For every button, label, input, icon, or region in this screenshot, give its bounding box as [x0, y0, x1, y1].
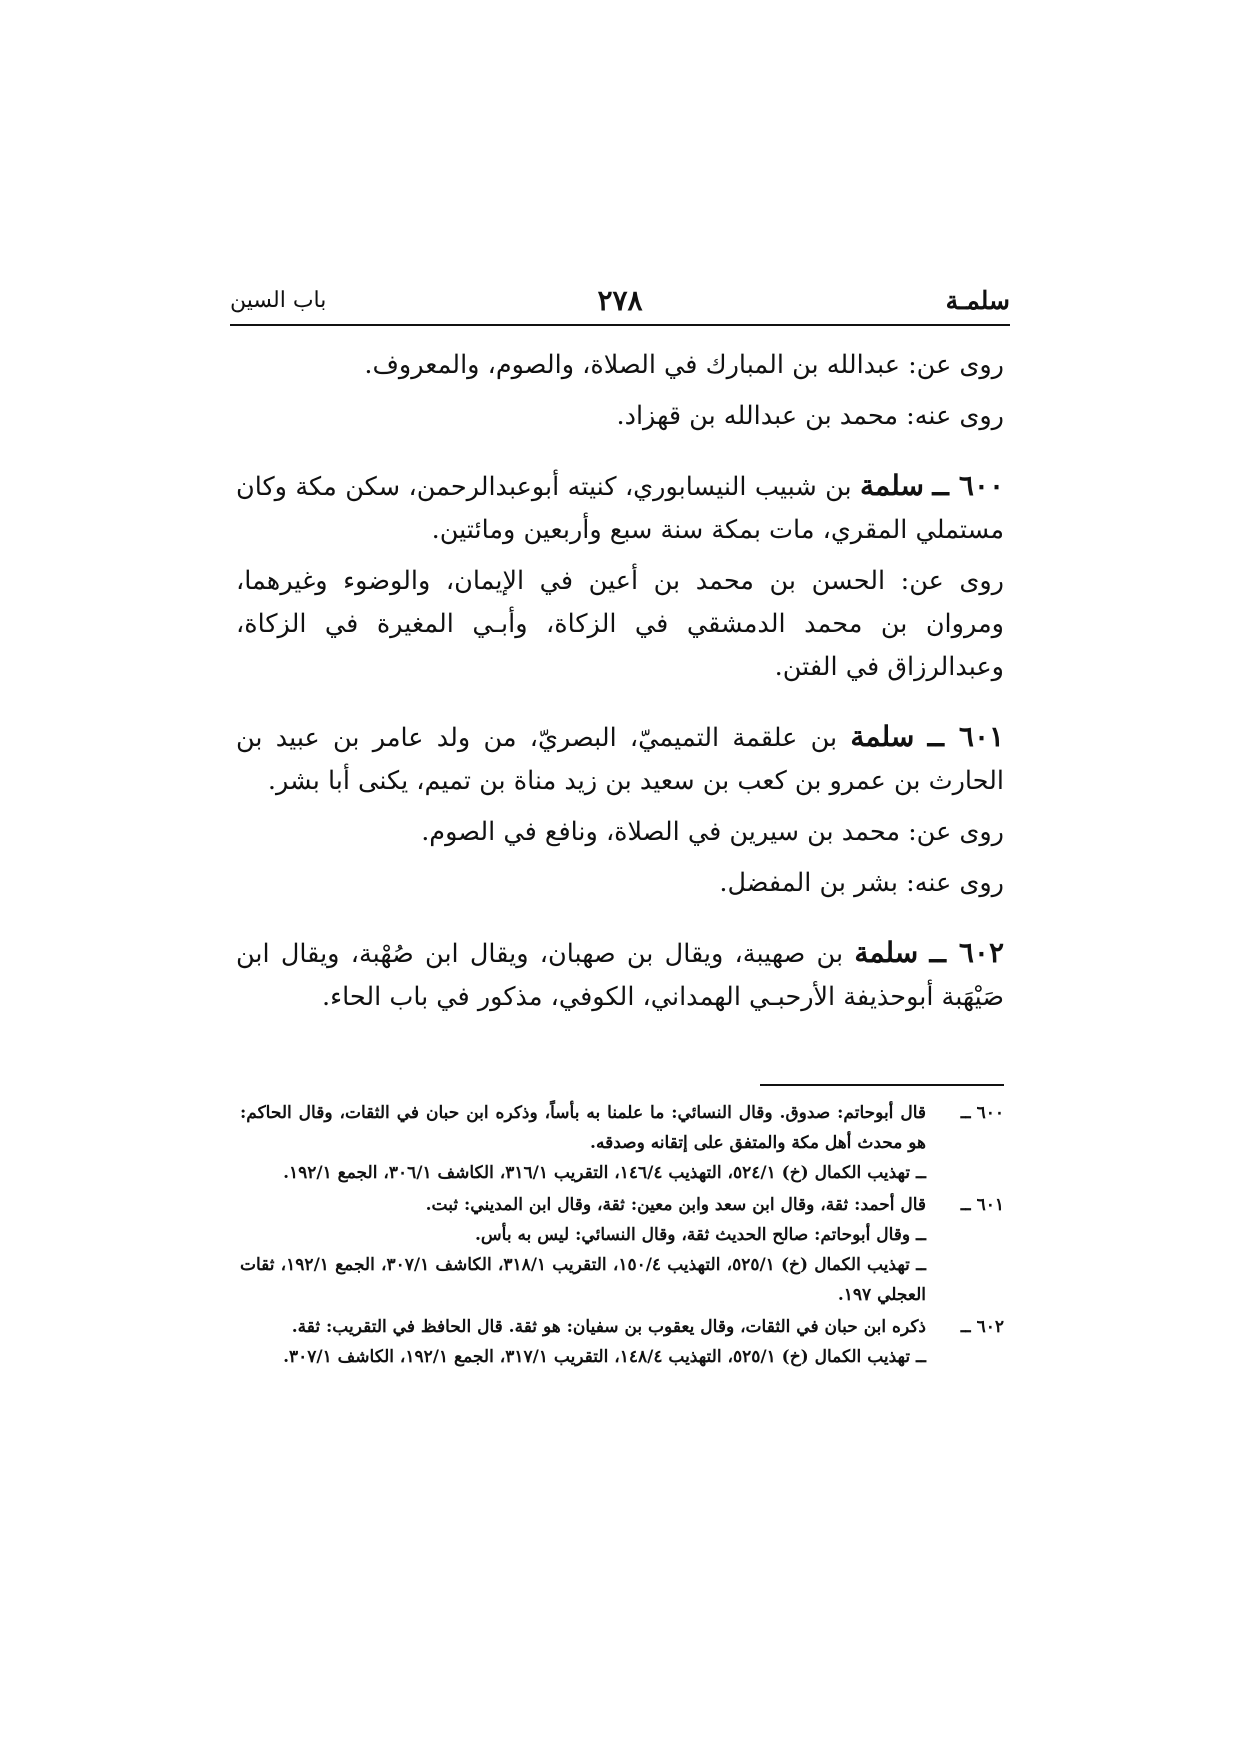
footnote-600	[240, 1098, 1004, 1188]
footnote-rule	[760, 1084, 1004, 1086]
footnote-text: ذكره ابن حبان في الثقات، وقال يعقوب بن سفيان: هو ثقة. قال الحافظ في التقريب: ثقة.	[291, 1317, 926, 1337]
entry-bio: بن علقمة التميميّ، البصريّ، من ولد عامر بن عبيد بن الحارث بن عمرو بن كعب بن سعيد بن زيد مناة بن تميم، يكنى أبا بشر.	[236, 723, 1004, 796]
footnote-sources: ــ تهذيب الكمال (خ) ٥٢٥/١، التهذيب ١٤٨/٤، التقريب ٣١٧/١، الجمع ١٩٢/١، الكاشف ٣٠٧/١.	[283, 1347, 926, 1367]
footnote-sources: ــ تهذيب الكمال (خ) ٥٢٤/١، التهذيب ١٤٦/٤، التقريب ٣١٦/١، الكاشف ٣٠٦/١، الجمع ١٩٢/١.	[283, 1163, 926, 1183]
entry-602	[236, 931, 1004, 1019]
footnote-label: ٦٠١ ــ	[960, 1195, 1004, 1215]
entry-number: ٦٠٢ ــ	[929, 936, 1004, 969]
footnote-602	[240, 1312, 1004, 1372]
narrated-by-line: روى عنه: محمد بن عبدالله بن قهزاد.	[616, 401, 1004, 431]
running-header	[230, 286, 1010, 326]
entry-bio: بن شبيب النيسابوري، كنيته أبوعبدالرحمن، سكن مكة وكان مستملي المقري، مات بمكة سنة سبع وأربعين ومائتين.	[236, 472, 1004, 545]
narrated-from-line: روى عن: عبدالله بن المبارك في الصلاة، والصوم، والمعروف.	[364, 350, 1004, 380]
footnote-text: ــ وقال أبوحاتم: صالح الحديث ثقة، وقال النسائي: ليس به بأس.	[474, 1225, 926, 1245]
page-number: ٢٧٨	[597, 284, 643, 317]
footnote-601	[240, 1190, 1004, 1310]
entry-600	[236, 464, 1004, 552]
footnote-label: ٦٠٢ ــ	[960, 1317, 1004, 1337]
footnote-label: ٦٠٠ ــ	[960, 1103, 1004, 1123]
entry-name: سلمة	[854, 936, 919, 969]
footnote-sources: ــ تهذيب الكمال (خ) ٥٢٥/١، التهذيب ١٥٠/٤، التقريب ٣١٨/١، الكاشف ٣٠٧/١، الجمع ١٩٢/١، ثقات العجلي ١٩٧.	[240, 1255, 927, 1305]
entry-name: سلمة	[860, 469, 924, 502]
entry-number: ٦٠٠ ــ	[932, 469, 1004, 502]
footnote-text: قال أحمد: ثقة، وقال ابن سعد وابن معين: ثقة، وقال ابن المديني: ثبت.	[425, 1195, 926, 1215]
narrated-from-line: روى عن: الحسن بن محمد بن أعين في الإيمان، والوضوء وغيرهما، ومروان بن محمد الدمشقي في الزكاة، وأبـي المغيرة في الزكاة، وعبدالرزاق في الفتن.	[236, 566, 1004, 682]
entry-name: سلمة	[850, 720, 915, 753]
entry-number: ٦٠١ ــ	[927, 720, 1005, 753]
header-entry-name: سلمـة	[945, 286, 1010, 315]
chapter-title: باب السين	[230, 288, 327, 313]
narrated-by-line: روى عنه: بشر بن المفضل.	[719, 868, 1004, 898]
footnotes	[240, 1098, 1004, 1374]
header-rule	[230, 324, 1010, 326]
entry-bio: بن صهيبة، ويقال بن صهبان، ويقال ابن صُهْبة، ويقال ابن صَيْهَبة أبوحذيفة الأرحبـي الهمداني، الكوفي، مذكور في باب الحاء.	[236, 939, 1004, 1012]
entry-601	[236, 715, 1004, 803]
narrated-from-line: روى عن: محمد بن سيرين في الصلاة، ونافع في الصوم.	[421, 817, 1004, 847]
footnote-text: قال أبوحاتم: صدوق. وقال النسائي: ما علمنا به بأساً، وذكره ابن حبان في الثقات، وقال الحاكم: هو محدث أهل مكة والمتفق على إتقانه وصدقه.	[240, 1103, 926, 1153]
main-text	[236, 344, 1004, 1027]
